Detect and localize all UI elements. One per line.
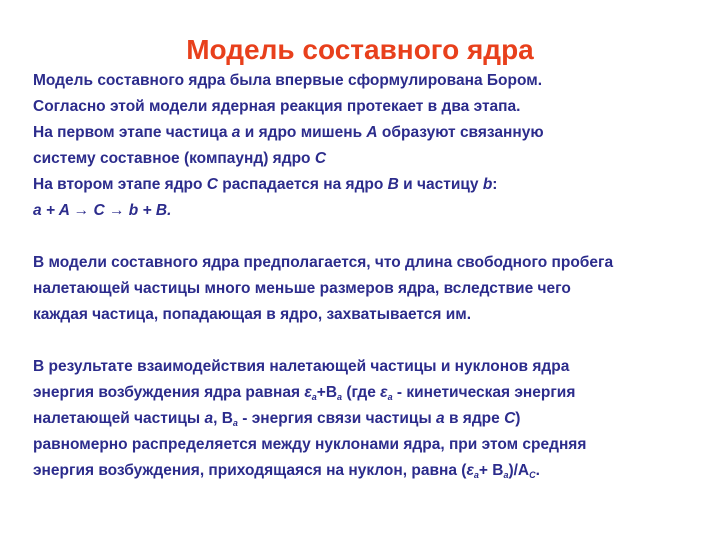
reaction-formula: a + A → C → b + B. — [33, 202, 172, 219]
slide-body — [33, 68, 703, 484]
text-line: В модели составного ядра предполагается, что длина свободного пробега — [33, 254, 614, 271]
text-line: систему составное (компаунд) ядро C — [33, 150, 327, 167]
text-line: В результате взаимодействия налетающей частицы и нуклонов ядра — [33, 358, 570, 375]
text-line: Согласно этой модели ядерная реакция протекает в два этапа. — [33, 98, 521, 115]
text-line: энергия возбуждения, приходящаяся на нуклон, равна $(\varepsilon_a+ B_a)/A_C$. — [33, 462, 540, 480]
spacer — [33, 224, 703, 250]
text-line: энергия возбуждения ядра равная $\varepsilon_a+B_a$ (где $\varepsilon_a$ - кинетическая энергия — [33, 384, 576, 402]
text-line: На втором этапе ядро C распадается на ядро B и частицу b: — [33, 176, 498, 193]
text-line: На первом этапе частица a и ядро мишень A образуют связанную — [33, 124, 544, 141]
text-line: каждая частица, попадающая в ядро, захватывается им. — [33, 306, 472, 323]
text-line: налетающей частицы много меньше размеров ядра, вследствие чего — [33, 280, 571, 297]
text-line: налетающей частицы a, $B_a$ - энергия связи частицы a в ядре C) — [33, 410, 521, 428]
text-line: Модель составного ядра была впервые сформулирована Бором. — [33, 72, 542, 89]
spacer — [33, 328, 703, 354]
slide-title: Модель составного ядра — [186, 34, 534, 65]
text-line: равномерно распределяется между нуклонами ядра, при этом средняя — [33, 436, 587, 453]
